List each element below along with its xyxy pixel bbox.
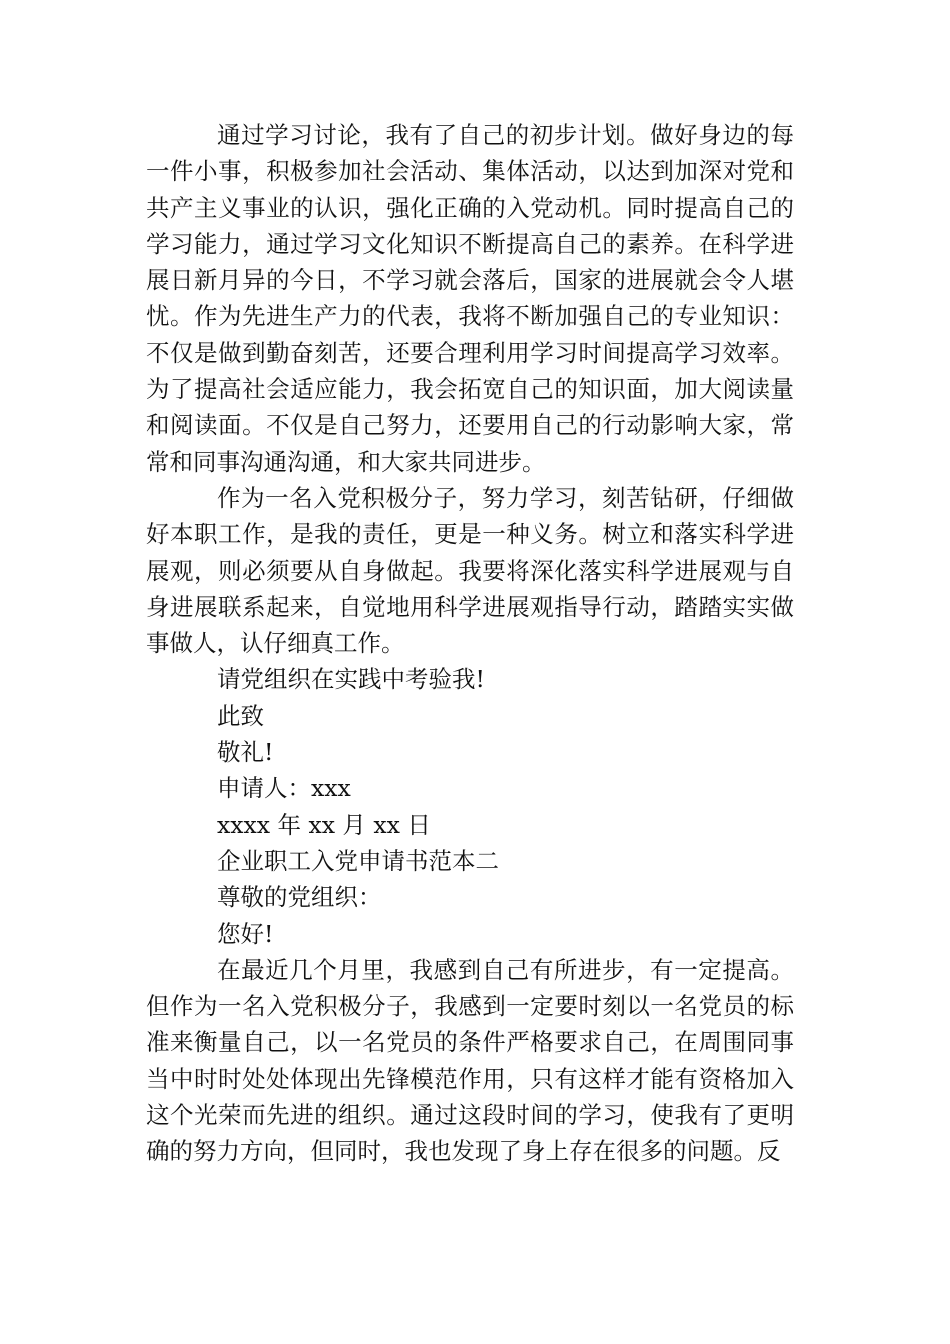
paragraph-study-plan: 通过学习讨论，我有了自己的初步计划。做好身边的每一件小事，积极参加社会活动、集体活动，以达到加深对党和共产主义事业的认识，强化正确的入党动机。同时提高自己的学习能力，通过学习文化知识不断提高自己的素养。在科学进展日新月异的今日，不学习就会落后，国家的进展就会令人堪忧。作为先进生产力的代表，我将不断加强自己的专业知识：不仅是做到勤奋刻苦，还要合理利用学习时间提高学习效率。为了提高社会适应能力，我会拓宽自己的知识面，加大阅读量和阅读面。不仅是自己努力，还要用自己的行动影响大家，常常和同事沟通沟通，和大家共同进步。 <box>146 121 794 476</box>
date-line: xxxx 年 xx 月 xx 日 <box>217 810 431 839</box>
greeting-recipient: 尊敬的党组织： <box>217 883 382 912</box>
closing-request-line: 请党组织在实践中考验我! <box>217 665 485 694</box>
paragraph-progress: 在最近几个月里，我感到自己有所进步，有一定提高。但作为一名入党积极分子，我感到一定要时刻以一名党员的标准来衡量自己，以一名党员的条件严格要求自己，在周围同事当中时时处处体现出先锋模范作用，只有这样才能有资格加入这个光荣而先进的组织。通过这段时间的学习，使我有了更明确的努力方向，但同时，我也发现了身上存在很多的问题。反 <box>146 955 794 1166</box>
applicant-line: 申请人：xxx <box>217 774 351 803</box>
greeting-hello: 您好! <box>217 919 274 948</box>
salutation-cizhi: 此致 <box>217 701 264 730</box>
paragraph-responsibility: 作为一名入党积极分子，努力学习，刻苦钻研，仔细做好本职工作，是我的责任，更是一种义务。树立和落实科学进展观，则必须要从自身做起。我要将深化落实科学进展观与自身进展联系起来，自觉地用科学进展观指导行动，踏踏实实做事做人，认仔细真工作。 <box>146 483 794 658</box>
document-body <box>146 117 794 1170</box>
section-title: 企业职工入党申请书范本二 <box>217 846 499 875</box>
salutation-jingli: 敬礼! <box>217 738 274 767</box>
